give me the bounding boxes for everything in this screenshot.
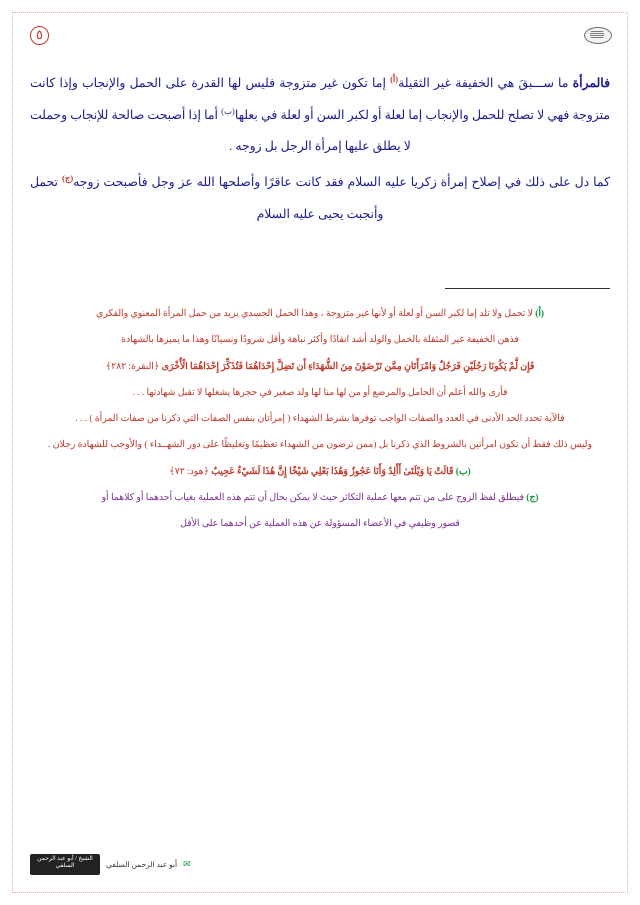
footnote-a-marker: (أ) (535, 309, 545, 320)
footnote-ref-c[interactable]: (ج) (62, 172, 74, 183)
footnote-b (30, 461, 610, 484)
footnote-c-text-1: فيطلق لفظ الزوج على من تتم معها عملية التكاثر حيث لا يمكن بحال أن تتم هذه العملية بغياب أحدهما أو كلاهما أو (101, 492, 524, 503)
author-name: أبو عبد الرحمن السلفي (106, 860, 178, 869)
page-header (30, 26, 610, 60)
footnote-ref-b[interactable]: (ب) (221, 105, 235, 116)
paragraph-1-text: ما ســـبقَ هي الخفيفة غير الثقيلة (398, 76, 569, 90)
page-number: ٥ (30, 26, 49, 45)
footnote-b-quran-ref: ﴿هود: ٧٢﴾ (169, 466, 209, 477)
footnote-a-text-4: فالآية تحدد الحد الأدنى في العدد والصفات الواجب توفرها بشرط الشهداء ( إمرأتان بنفس الصفات التي ذكرنا من صفات المرأة ) . . . (75, 414, 565, 425)
footnote-b-quran-text: قَالَتْ يَا وَيْلَتَىٰ أَأَلِدُ وَأَنَا عَجُوزٌ وَهَٰذَا بَعْلِي شَيْخًا إِنَّ هَٰذَا لَشَيْءٌ عَجِيبٌ (211, 466, 454, 477)
footnote-a-text-3: فأرى والله أعلم أن الحامل والمرضع أو من لها منا لها ولد صغير في حجرها يشغلها لا تقبل شهادتها . . . (132, 387, 508, 398)
footnote-ref-a[interactable]: (أ) (390, 73, 399, 84)
main-body (30, 68, 610, 230)
paragraph-2-cont: تحمل وأنجبت يحيى عليه السلام (30, 174, 384, 221)
paragraph-2 (30, 167, 610, 230)
footnote-separator (445, 288, 610, 289)
footnote-a-text-5: وليس ذلك فقط أن تكون امرأتين بالشروط الذي ذكرنا بل (ممن ترضون من الشهداء تعظيمًا وتغليظًا على دور الشهــداء ) والأوجب للشهادة رجلان . (48, 440, 592, 451)
footnote-a-quran-ref: ﴿البقرة: ٢٨٢﴾ (105, 361, 160, 372)
author-stamp: الشيخ / أبو عبد الرحمن السلفي (30, 854, 100, 875)
paragraph-1-cont: إما تكون غير متزوجة فليس لها القدرة على الحمل والإنجاب وإذا كانت متزوجة فهي لا تصلح للحمل والإنجاب إما لعلة أو لكبر السن أو لعلة في بعلها (30, 76, 610, 122)
footnote-c-line-1 (30, 487, 610, 510)
footnote-a-text-1: لا تحمل ولا تلد إما لكبر السن أو لعلة أو لأنها غير متزوجة ، وهذا الحمل الجسدي يزيد من حمل المرأة المعنوي والفكري (95, 309, 533, 320)
footnote-a-line-5 (30, 434, 610, 457)
page-footer (30, 854, 610, 875)
paragraph-1-lead: فالمرأة (572, 76, 611, 90)
page-content (30, 26, 610, 879)
mail-icon[interactable]: ✉ (183, 859, 191, 869)
footnote-c-text-2: قصور وظيفي في الأعضاء المسؤولة عن هذه العملية عن أحدهما على الأقل (180, 519, 460, 529)
footnote-a-line-2 (30, 329, 610, 352)
footnote-b-marker: (ب) (455, 466, 471, 477)
footnote-a-line-4 (30, 408, 610, 431)
book-emblem-icon (584, 26, 610, 44)
footnote-a-text-2: فذهن الخفيفة غير المثقلة بالحمل والولد أشد انقادًا وأكثر نباهة وأقل شرودًا ونسيانًا وهذا ما يميزها بالشهادة (121, 335, 519, 346)
paragraph-1 (30, 68, 610, 163)
footnotes-section (30, 303, 610, 536)
paragraph-2-text: كما دل على ذلك في إصلاح إمرأة زكريا عليه السلام فقد كانت عاقرًا وأصلحها الله عز وجل فأصبحت زوجه (73, 174, 610, 189)
footnote-a-quran-text: فَإِن لَّمْ يَكُونَا رَجُلَيْنِ فَرَجُلٌ وَامْرَأَتَانِ مِمَّن تَرْضَوْنَ مِنَ الشُّهَدَاءِ أَن تَضِلَّ إِحْدَاهُمَا فَتُذَكِّرَ إِحْدَاهُمَا الْأُخْرَى (161, 361, 535, 372)
footnote-a-line-1 (30, 303, 610, 326)
paragraph-1-cont2: أما إذا أصبحت صالحة للإنجاب وحملت لا يطلق عليها إمرأة الرجل بل زوجه . (30, 107, 411, 154)
footnote-a-line-3 (30, 382, 610, 405)
footnote-a-quran (30, 356, 610, 379)
footnote-c-line-2 (30, 513, 610, 536)
footnote-c-marker: (ج) (526, 492, 539, 503)
